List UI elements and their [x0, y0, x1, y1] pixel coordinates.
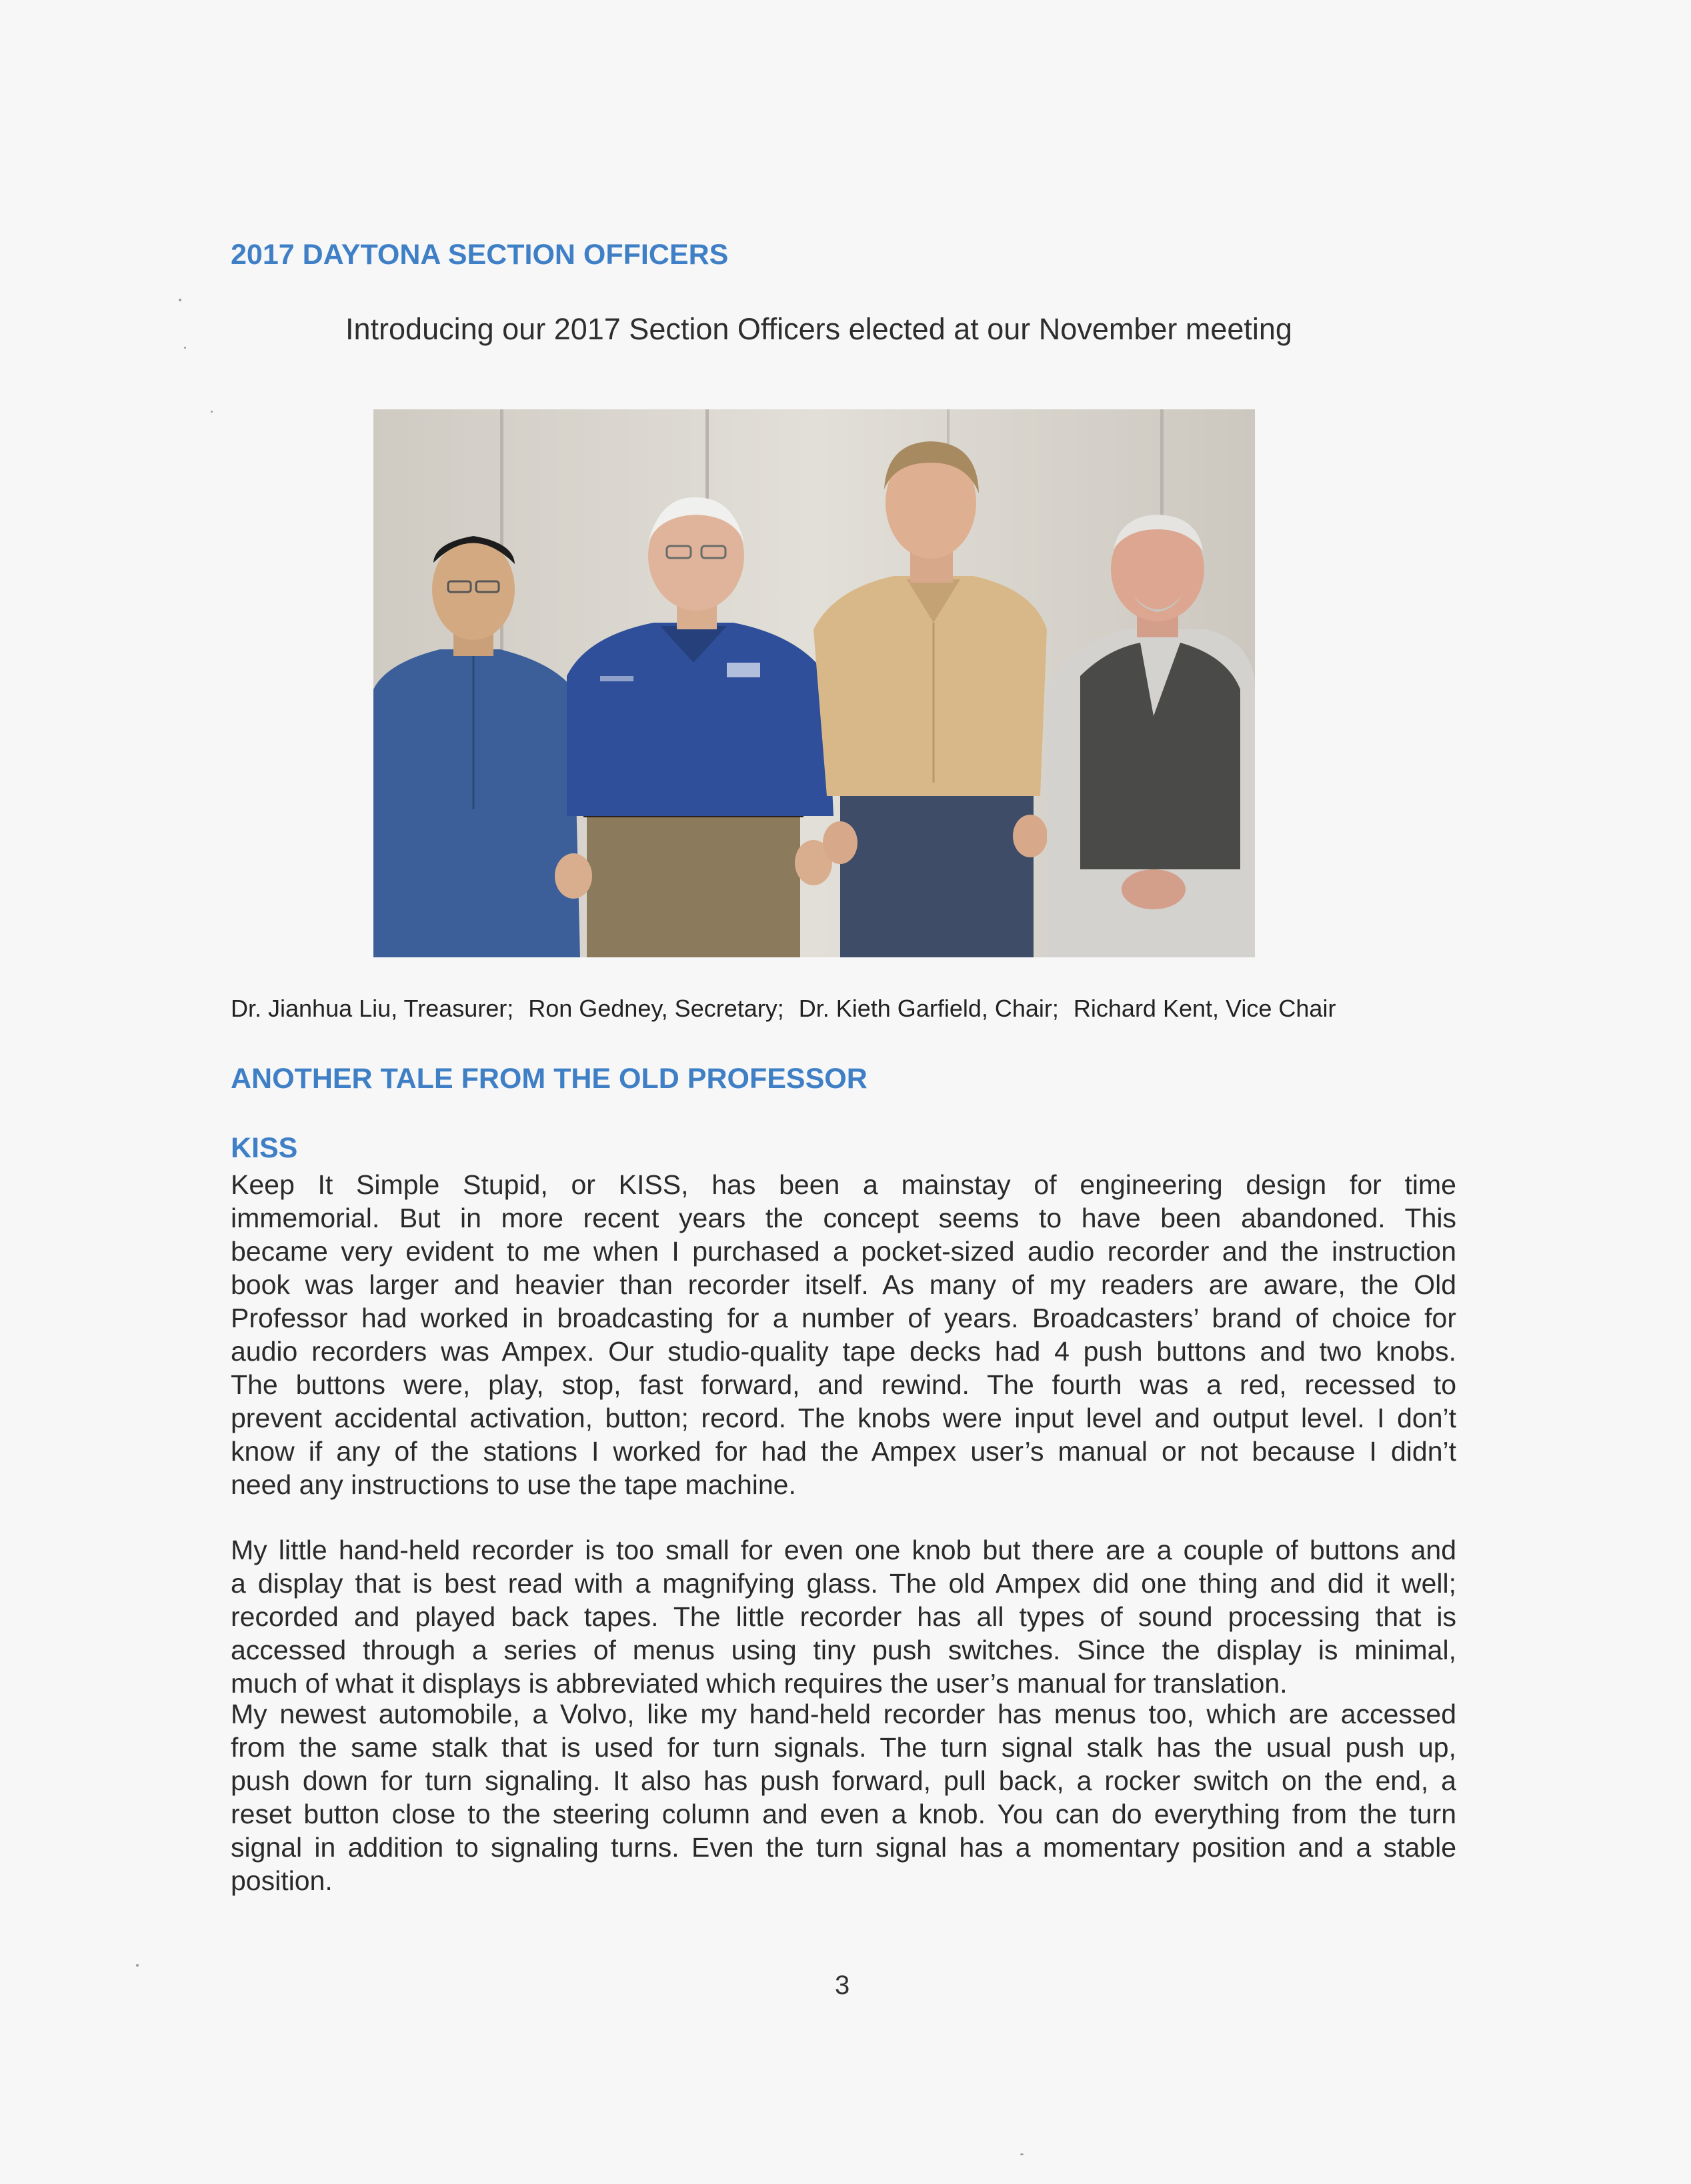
caption-vice-chair: Richard Kent, Vice Chair [1073, 995, 1336, 1022]
article-paragraph-2 [231, 1533, 1456, 1700]
paragraph-line: a display that is best read with a magnifying glass. The old Ampex did one thing and did it well; [231, 1568, 1456, 1599]
article-paragraph-1 [231, 1168, 1456, 1501]
page-number: 3 [835, 1971, 850, 2000]
paragraph-line: reset button close to the steering column and even a knob. You can do everything from the turn [231, 1799, 1456, 1829]
intro-text: Introducing our 2017 Section Officers elected at our November meeting [345, 312, 1292, 346]
paragraph-line: prevent accidental activation, button; record. The knobs were input level and output level. I don’t [231, 1403, 1456, 1433]
paragraph-line: need any instructions to use the tape machine. [231, 1469, 796, 1500]
paragraph-line: know if any of the stations I worked for had the Ampex user’s manual or not because I didn’t [231, 1436, 1456, 1467]
paragraph-line: much of what it displays is abbreviated which requires the user’s manual for translation. [231, 1668, 1288, 1699]
caption-treasurer: Dr. Jianhua Liu, Treasurer; [231, 995, 514, 1022]
scan-speck [211, 411, 213, 413]
officers-photo [373, 409, 1255, 957]
paragraph-line: audio recorders was Ampex. Our studio-quality tape decks had 4 push buttons and two knobs. [231, 1336, 1456, 1367]
section-heading-tale: ANOTHER TALE FROM THE OLD PROFESSOR [231, 1063, 868, 1095]
section-heading-officers: 2017 DAYTONA SECTION OFFICERS [231, 239, 729, 271]
paragraph-line: recorded and played back tapes. The little recorder has all types of sound processing that is [231, 1601, 1456, 1632]
article-subheading-kiss: KISS [231, 1132, 298, 1164]
paragraph-line: push down for turn signaling. It also has push forward, pull back, a rocker switch on the end, a [231, 1765, 1456, 1796]
paragraph-line: accessed through a series of menus using tiny push switches. Since the display is minimal, [231, 1635, 1456, 1665]
paragraph-line: Keep It Simple Stupid, or KISS, has been a mainstay of engineering design for time [231, 1169, 1456, 1200]
paragraph-line: The buttons were, play, stop, fast forward, and rewind. The fourth was a red, recessed to [231, 1369, 1456, 1400]
photo-caption [231, 995, 1336, 1023]
caption-secretary: Ron Gedney, Secretary; [528, 995, 784, 1022]
caption-chair: Dr. Kieth Garfield, Chair; [798, 995, 1059, 1022]
paragraph-line: signal in addition to signaling turns. Even the turn signal has a momentary position and a stable [231, 1832, 1456, 1863]
paragraph-line: Professor had worked in broadcasting for a number of years. Broadcasters’ brand of choice for [231, 1303, 1456, 1333]
scan-speck [184, 347, 186, 349]
paragraph-line: position. [231, 1865, 333, 1896]
paragraph-line: My little hand-held recorder is too small for even one knob but there are a couple of buttons and [231, 1535, 1456, 1565]
scan-speck [1020, 2153, 1024, 2155]
article-paragraph-3 [231, 1697, 1456, 1897]
paragraph-line: became very evident to me when I purchased a pocket-sized audio recorder and the instruction [231, 1236, 1456, 1267]
scan-speck [179, 299, 181, 301]
scan-speck [136, 1964, 139, 1967]
paragraph-line: from the same stalk that is used for turn signals. The turn signal stalk has the usual push up, [231, 1732, 1456, 1763]
paragraph-line: My newest automobile, a Volvo, like my hand-held recorder has menus too, which are accessed [231, 1699, 1456, 1729]
paragraph-line: book was larger and heavier than recorder itself. As many of my readers are aware, the Old [231, 1269, 1456, 1300]
paragraph-line: immemorial. But in more recent years the concept seems to have been abandoned. This [231, 1203, 1456, 1233]
